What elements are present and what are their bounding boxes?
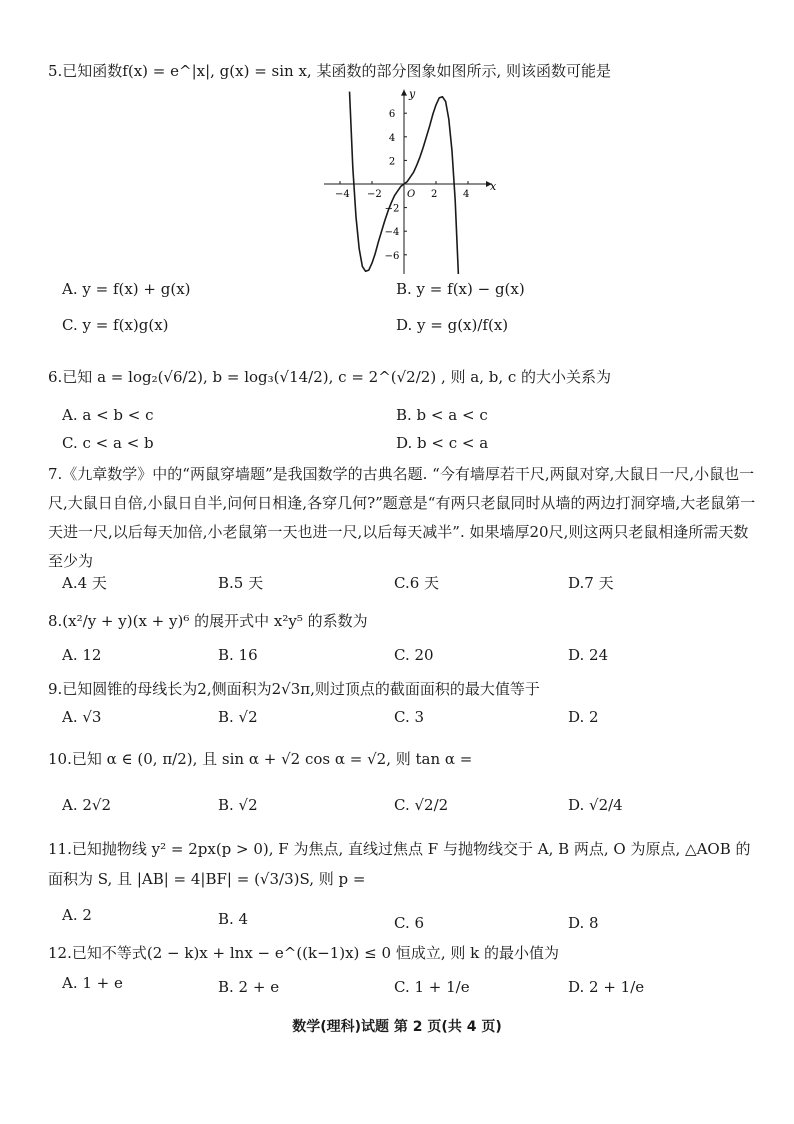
question-7-stem: 7.《九章数学》中的“两鼠穿墙题”是我国数学的古典名题. “今有墙厚若干尺,两鼠对穿,大鼠日一尺,小鼠也一尺,大鼠日自倍,小鼠日自半,问何日相逢,各穿几何?”题意是“有两只老鼠同时从墙的两边打洞穿墙,大老鼠第一天进一尺,以后每天加倍,小老鼠第一天也进一尺,以后每天减半”. 如果墙厚20尺,则这两只老鼠相逢所需天数至少为 <box>48 465 756 570</box>
q9-option-b: B. √2 <box>218 708 258 726</box>
q10-option-a: A. 2√2 <box>62 796 112 814</box>
y-tick-label: −6 <box>384 250 400 262</box>
q9-option-d: D. 2 <box>568 708 599 726</box>
y-tick-label: 4 <box>388 132 396 144</box>
x-tick-label: 2 <box>431 189 438 200</box>
question-10 <box>48 744 756 774</box>
q10-option-d: D. √2/4 <box>568 796 623 814</box>
x-axis-label: x <box>490 180 497 193</box>
q9-option-a: A. √3 <box>62 708 102 726</box>
question-9 <box>48 674 756 704</box>
q11-option-d: D. 8 <box>568 914 599 932</box>
y-axis-arrow <box>401 90 407 96</box>
y-axis-label: y <box>409 87 416 101</box>
q11-option-b: B. 4 <box>218 910 249 928</box>
question-8-stem: 8.(x²/y + y)(x + y)⁶ 的展开式中 x²y⁵ 的系数为 <box>48 612 368 630</box>
q6-option-b: B. b < a < c <box>396 406 488 424</box>
question-12-stem: 12.已知不等式(2 − k)x + lnx − e^((k−1)x) ≤ 0 恒成立, 则 k 的最小值为 <box>48 944 559 962</box>
q7-option-c: C.6 天 <box>394 574 440 592</box>
q8-option-c: C. 20 <box>394 646 434 664</box>
q6-option-d: D. b < c < a <box>396 434 489 452</box>
q6-option-c: C. c < a < b <box>62 434 154 452</box>
q7-option-a: A.4 天 <box>62 574 107 592</box>
q8-option-b: B. 16 <box>218 646 258 664</box>
question-12 <box>48 938 756 968</box>
q12-option-c: C. 1 + 1/e <box>394 978 470 996</box>
x-tick-label: O <box>407 189 416 200</box>
question-6 <box>48 362 756 392</box>
q6-option-a: A. a < b < c <box>62 406 154 424</box>
question-6-suffix: , 则 a, b, c 的大小关系为 <box>440 368 612 386</box>
function-graph <box>318 84 518 274</box>
q8-option-a: A. 12 <box>62 646 102 664</box>
question-7 <box>48 460 756 576</box>
question-5 <box>48 56 756 86</box>
q5-option-d: D. y = g(x)/f(x) <box>396 316 509 334</box>
y-tick-label: −2 <box>384 203 400 215</box>
q5-option-b: B. y = f(x) − g(x) <box>396 280 525 298</box>
q11-option-c: C. 6 <box>394 914 425 932</box>
page-footer: 数学(理科)试题 第 2 页(共 4 页) <box>292 1019 502 1035</box>
q8-option-d: D. 24 <box>568 646 609 664</box>
question-8 <box>48 606 756 636</box>
q9-option-c: C. 3 <box>394 708 425 726</box>
x-tick-label: −4 <box>335 189 350 200</box>
y-tick-label: 2 <box>388 156 396 168</box>
x-tick-label: −2 <box>367 189 382 200</box>
question-10-stem: 10.已知 α ∈ (0, π/2), 且 sin α + √2 cos α = √2, 则 tan α = <box>48 750 473 768</box>
y-tick-label: 6 <box>388 109 396 121</box>
question-9-stem: 9.已知圆锥的母线长为2,侧面积为2√3π,则过顶点的截面面积的最大值等于 <box>48 680 540 698</box>
q12-option-a: A. 1 + e <box>62 974 123 992</box>
x-tick-label: 4 <box>463 189 470 200</box>
q5-option-c: C. y = f(x)g(x) <box>62 316 169 334</box>
question-11-stem: 11.已知抛物线 y² = 2px(p > 0), F 为焦点, 直线过焦点 F 与抛物线交于 A, B 两点, O 为原点, △AOB 的面积为 S, 且 |AB| = 4|BF| = (√3/3)S, 则 p = <box>48 840 751 888</box>
q12-option-d: D. 2 + 1/e <box>568 978 645 996</box>
question-6-prefix: 6.已知 <box>48 368 93 386</box>
q7-option-b: B.5 天 <box>218 574 264 592</box>
y-tick-label: −4 <box>384 227 400 239</box>
q12-option-b: B. 2 + e <box>218 978 280 996</box>
q10-option-c: C. √2/2 <box>394 796 449 814</box>
q5-option-a: A. y = f(x) + g(x) <box>62 280 191 298</box>
q10-option-b: B. √2 <box>218 796 258 814</box>
question-6-expr: a = log₂(√6/2), b = log₃(√14/2), c = 2^(√2/2) <box>97 368 437 386</box>
question-5-stem: 5.已知函数f(x) = e^|x|, g(x) = sin x, 某函数的部分图象如图所示, 则该函数可能是 <box>48 62 612 80</box>
q11-option-a: A. 2 <box>62 906 92 924</box>
q7-option-d: D.7 天 <box>568 574 614 592</box>
question-11 <box>48 834 756 894</box>
